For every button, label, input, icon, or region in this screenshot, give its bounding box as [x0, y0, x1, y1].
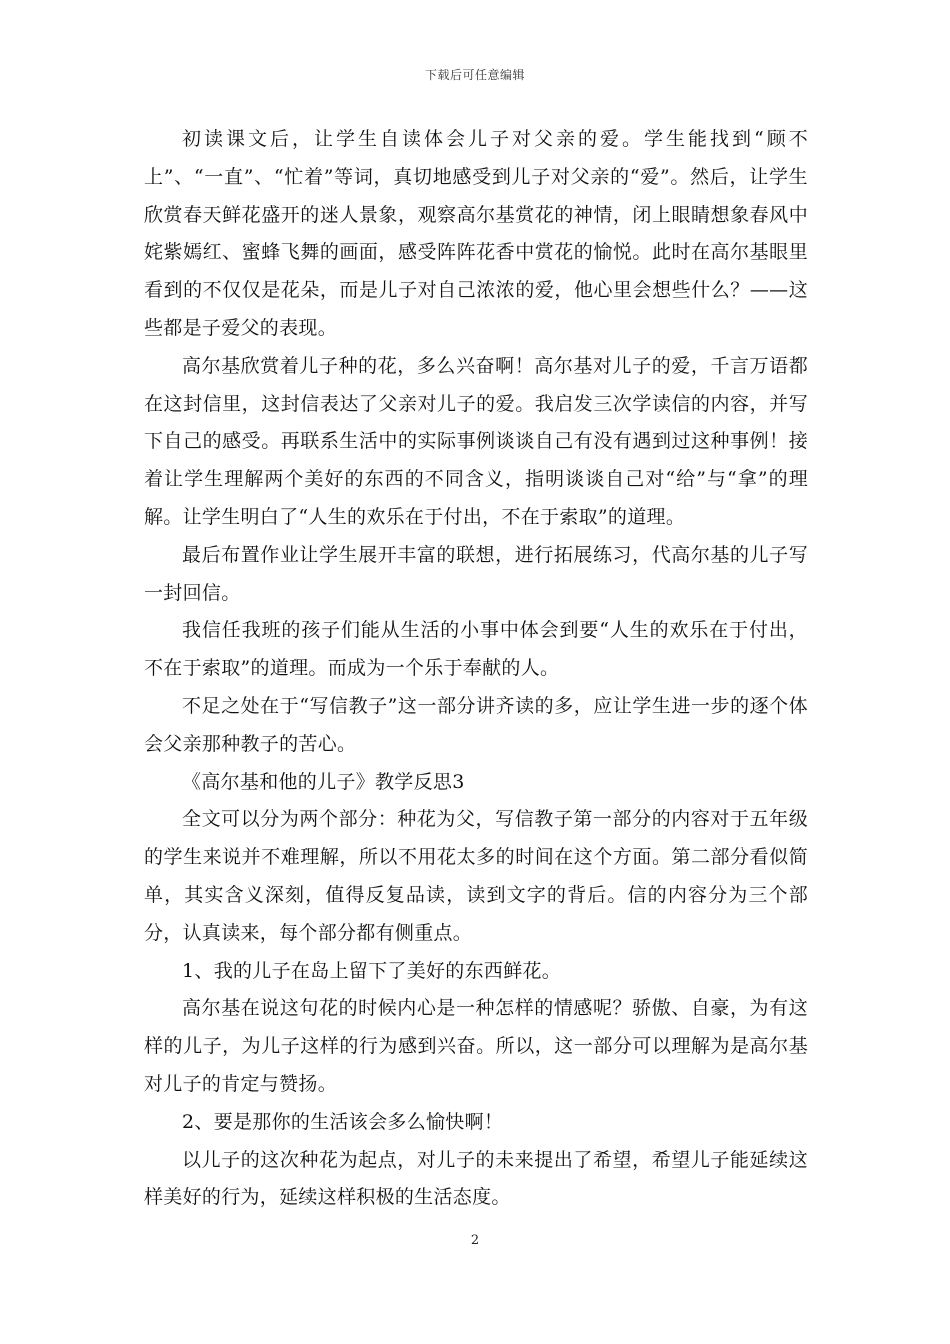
paragraph-trust-children: 我信任我班的孩子们能从生活的小事中体会到要“人生的欢乐在于付出，不在于索取”的道理。而成为一个乐于奉献的人。 — [144, 619, 808, 680]
paragraph-homework: 最后布置作业让学生展开丰富的联想，进行拓展练习，代高尔基的儿子写一封回信。 — [144, 543, 808, 604]
document-body — [144, 121, 808, 1217]
page-number: 2 — [470, 1233, 480, 1248]
paragraph-gorky-letter: 高尔基欣赏着儿子种的花，多么兴奋啊！高尔基对儿子的爱，千言万语都在这封信里，这封信表达了父亲对儿子的爱。我启发三次学读信的内容，并写下自己的感受。再联系生活中的实际事例谈谈自己有没有遇到过这种事例！接着让学生理解两个美好的东西的不同含义，指明谈谈自己对“给”与“拿”的理解。让学生明白了“人生的欢乐在于付出，不在于索取”的道理。 — [144, 354, 808, 528]
list-item-2: 2、要是那你的生活该会多么愉快啊！ — [182, 1110, 504, 1133]
page-header-note: 下载后可任意编辑 — [424, 68, 525, 82]
section-heading-reflection-3: 《高尔基和他的儿子》教学反思3 — [182, 770, 465, 793]
paragraph-reading-love: 初读课文后，让学生自读体会儿子对父亲的爱。学生能找到“顾不上”、“一直”、“忙着”等词，真切地感受到儿子对父亲的“爱”。然后，让学生欣赏春天鲜花盛开的迷人景象，观察高尔基赏花的神情，闭上眼睛想象春风中姹紫嫣红、蜜蜂飞舞的画面，感受阵阵花香中赏花的愉悦。此时在高尔基眼里看到的不仅仅是花朵，而是儿子对自己浓浓的爱，他心里会想些什么？——这些都是子爱父的表现。 — [144, 128, 808, 339]
paragraph-hope: 以儿子的这次种花为起点，对儿子的未来提出了希望，希望儿子能延续这样美好的行为，延续这样积极的生活态度。 — [144, 1148, 808, 1209]
list-item-1: 1、我的儿子在岛上留下了美好的东西鲜花。 — [182, 959, 562, 982]
paragraph-shortcomings: 不足之处在于“写信教子”这一部分讲齐读的多，应让学生进一步的逐个体会父亲那种教子的苦心。 — [144, 694, 808, 755]
paragraph-pride: 高尔基在说这句花的时候内心是一种怎样的情感呢？骄傲、自豪，为有这样的儿子，为儿子这样的行为感到兴奋。所以，这一部分可以理解为是高尔基对儿子的肯定与赞扬。 — [144, 997, 808, 1095]
paragraph-two-parts: 全文可以分为两个部分：种花为父，写信教子第一部分的内容对于五年级的学生来说并不难理解，所以不用花太多的时间在这个方面。第二部分看似简单，其实含义深刻，值得反复品读，读到文字的背后。信的内容分为三个部分，认真读来，每个部分都有侧重点。 — [144, 808, 808, 944]
